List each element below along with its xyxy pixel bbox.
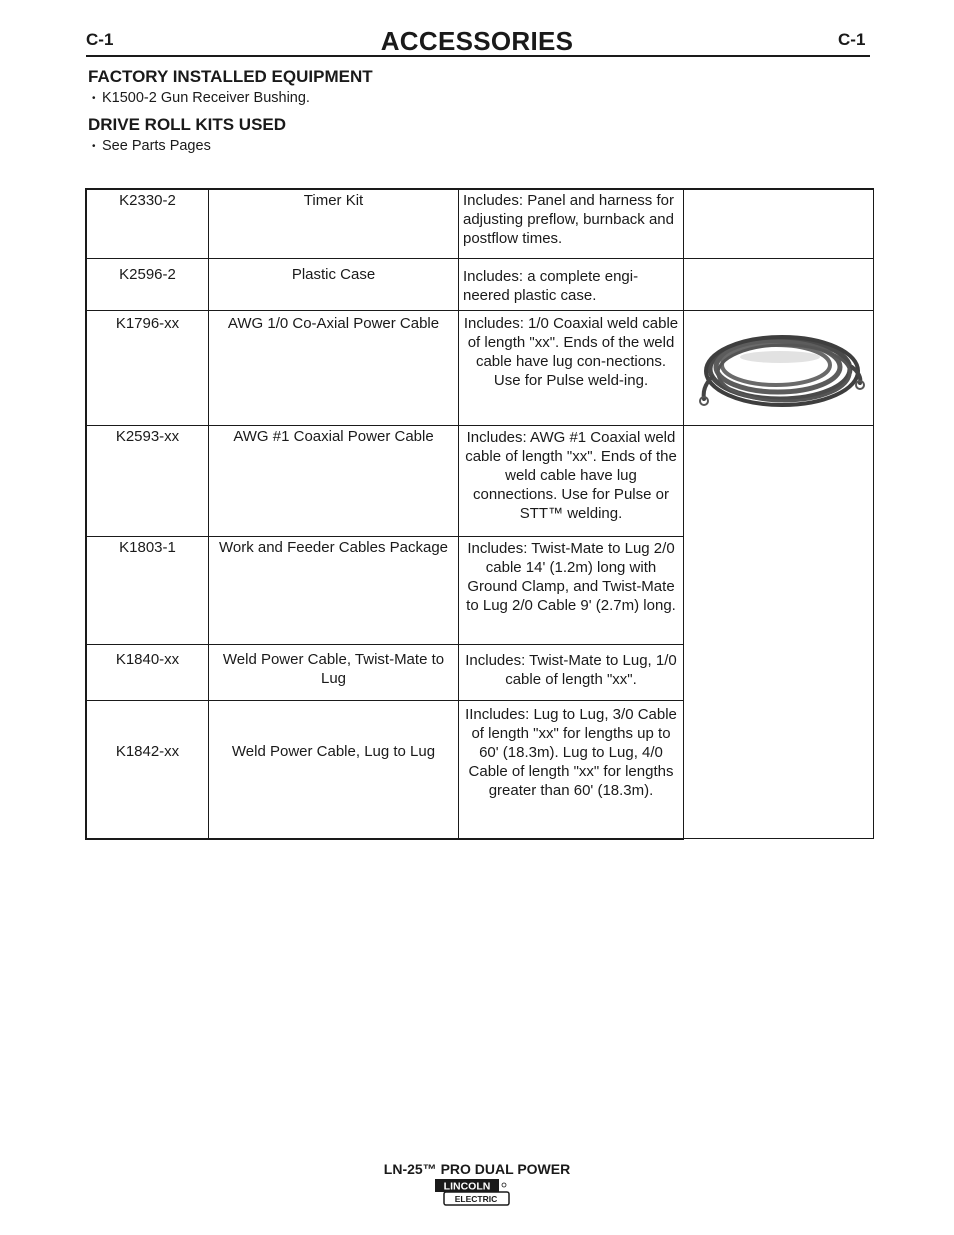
- table-row-code: K2596-2: [85, 258, 208, 311]
- svg-text:LINCOLN: LINCOLN: [443, 1180, 491, 1193]
- table-row-name: AWG #1 Coaxial Power Cable: [208, 425, 458, 536]
- table-row-description: IIncludes: Lug to Lug, 3/0 Cable of length "xx" for lengths up to 60' (18.3m). Lug to Lug, 4/0 Cable of length "xx" for lengths greater than 60' (18.3m).: [458, 700, 684, 839]
- page-code-left: C-1: [86, 30, 114, 49]
- bullet-icon: •: [92, 92, 96, 104]
- table-rule: [684, 838, 874, 839]
- section-heading-factory-installed: FACTORY INSTALLED EQUIPMENT: [88, 67, 373, 86]
- drive-roll-kits-item: • See Parts Pages: [92, 138, 211, 154]
- table-rule: [85, 258, 874, 259]
- table-row-name: Weld Power Cable, Lug to Lug: [208, 700, 458, 839]
- svg-text:ELECTRIC: ELECTRIC: [454, 1194, 498, 1204]
- table-row-image-cell: [683, 311, 874, 425]
- table-row-code: K1840-xx: [85, 644, 208, 700]
- table-rule: [85, 188, 874, 190]
- table-row-image-cell: [683, 188, 874, 258]
- footer-model-name: LN-25™ PRO DUAL POWER: [383, 1161, 571, 1177]
- table-row-name: AWG 1/0 Co-Axial Power Cable: [208, 311, 458, 425]
- table-rule: [85, 310, 874, 311]
- factory-installed-item: • K1500-2 Gun Receiver Bushing.: [92, 90, 310, 106]
- coaxial-cable-image: [692, 317, 868, 417]
- header-divider: [86, 55, 870, 57]
- accessories-table: [85, 188, 874, 839]
- bullet-icon: •: [92, 140, 96, 152]
- table-rule: [85, 536, 684, 537]
- table-row-description: Includes: Twist-Mate to Lug 2/0 cable 14' (1.2m) long with Ground Clamp, and Twist-Mate to Lug 2/0 Cable 9' (2.7m) long.: [458, 536, 684, 644]
- table-rule: [85, 644, 684, 645]
- table-row-code: K1796-xx: [85, 311, 208, 425]
- table-row-description: Includes: Twist-Mate to Lug, 1/0 cable of length "xx".: [458, 644, 684, 700]
- table-row-code: K2593-xx: [85, 425, 208, 536]
- table-image-column-empty: [683, 425, 874, 839]
- table-row-description: Includes: AWG #1 Coaxial weld cable of length "xx". Ends of the weld cable have lug connections. Use for Pulse or STT™ welding.: [458, 425, 684, 536]
- table-row-name: Weld Power Cable, Twist-Mate to Lug: [208, 644, 458, 700]
- table-rule: [85, 425, 874, 426]
- table-row-name: Plastic Case: [208, 258, 458, 311]
- section-heading-drive-roll-kits: DRIVE ROLL KITS USED: [88, 115, 287, 134]
- table-row-description: Includes: a complete engi-neered plastic case.: [458, 258, 684, 311]
- table-row-description: Includes: 1/0 Coaxial weld cable of length "xx". Ends of the weld cable have lug con-nections. Use for Pulse weld-ing.: [458, 311, 684, 425]
- page-code-right: C-1: [838, 30, 866, 49]
- table-row-name: Timer Kit: [208, 188, 458, 258]
- table-row-code: K1842-xx: [85, 700, 208, 839]
- lincoln-electric-logo: [434, 1178, 510, 1208]
- page-title: ACCESSORIES: [380, 26, 574, 56]
- table-row-name: Work and Feeder Cables Package: [208, 536, 458, 644]
- table-row-description: Includes: Panel and harness for adjusting preflow, burnback and postflow times.: [458, 188, 684, 258]
- table-row-image-cell: [683, 258, 874, 311]
- table-rule: [85, 838, 684, 840]
- table-row-code: K1803-1: [85, 536, 208, 644]
- table-row-code: K2330-2: [85, 188, 208, 258]
- table-rule: [85, 700, 684, 701]
